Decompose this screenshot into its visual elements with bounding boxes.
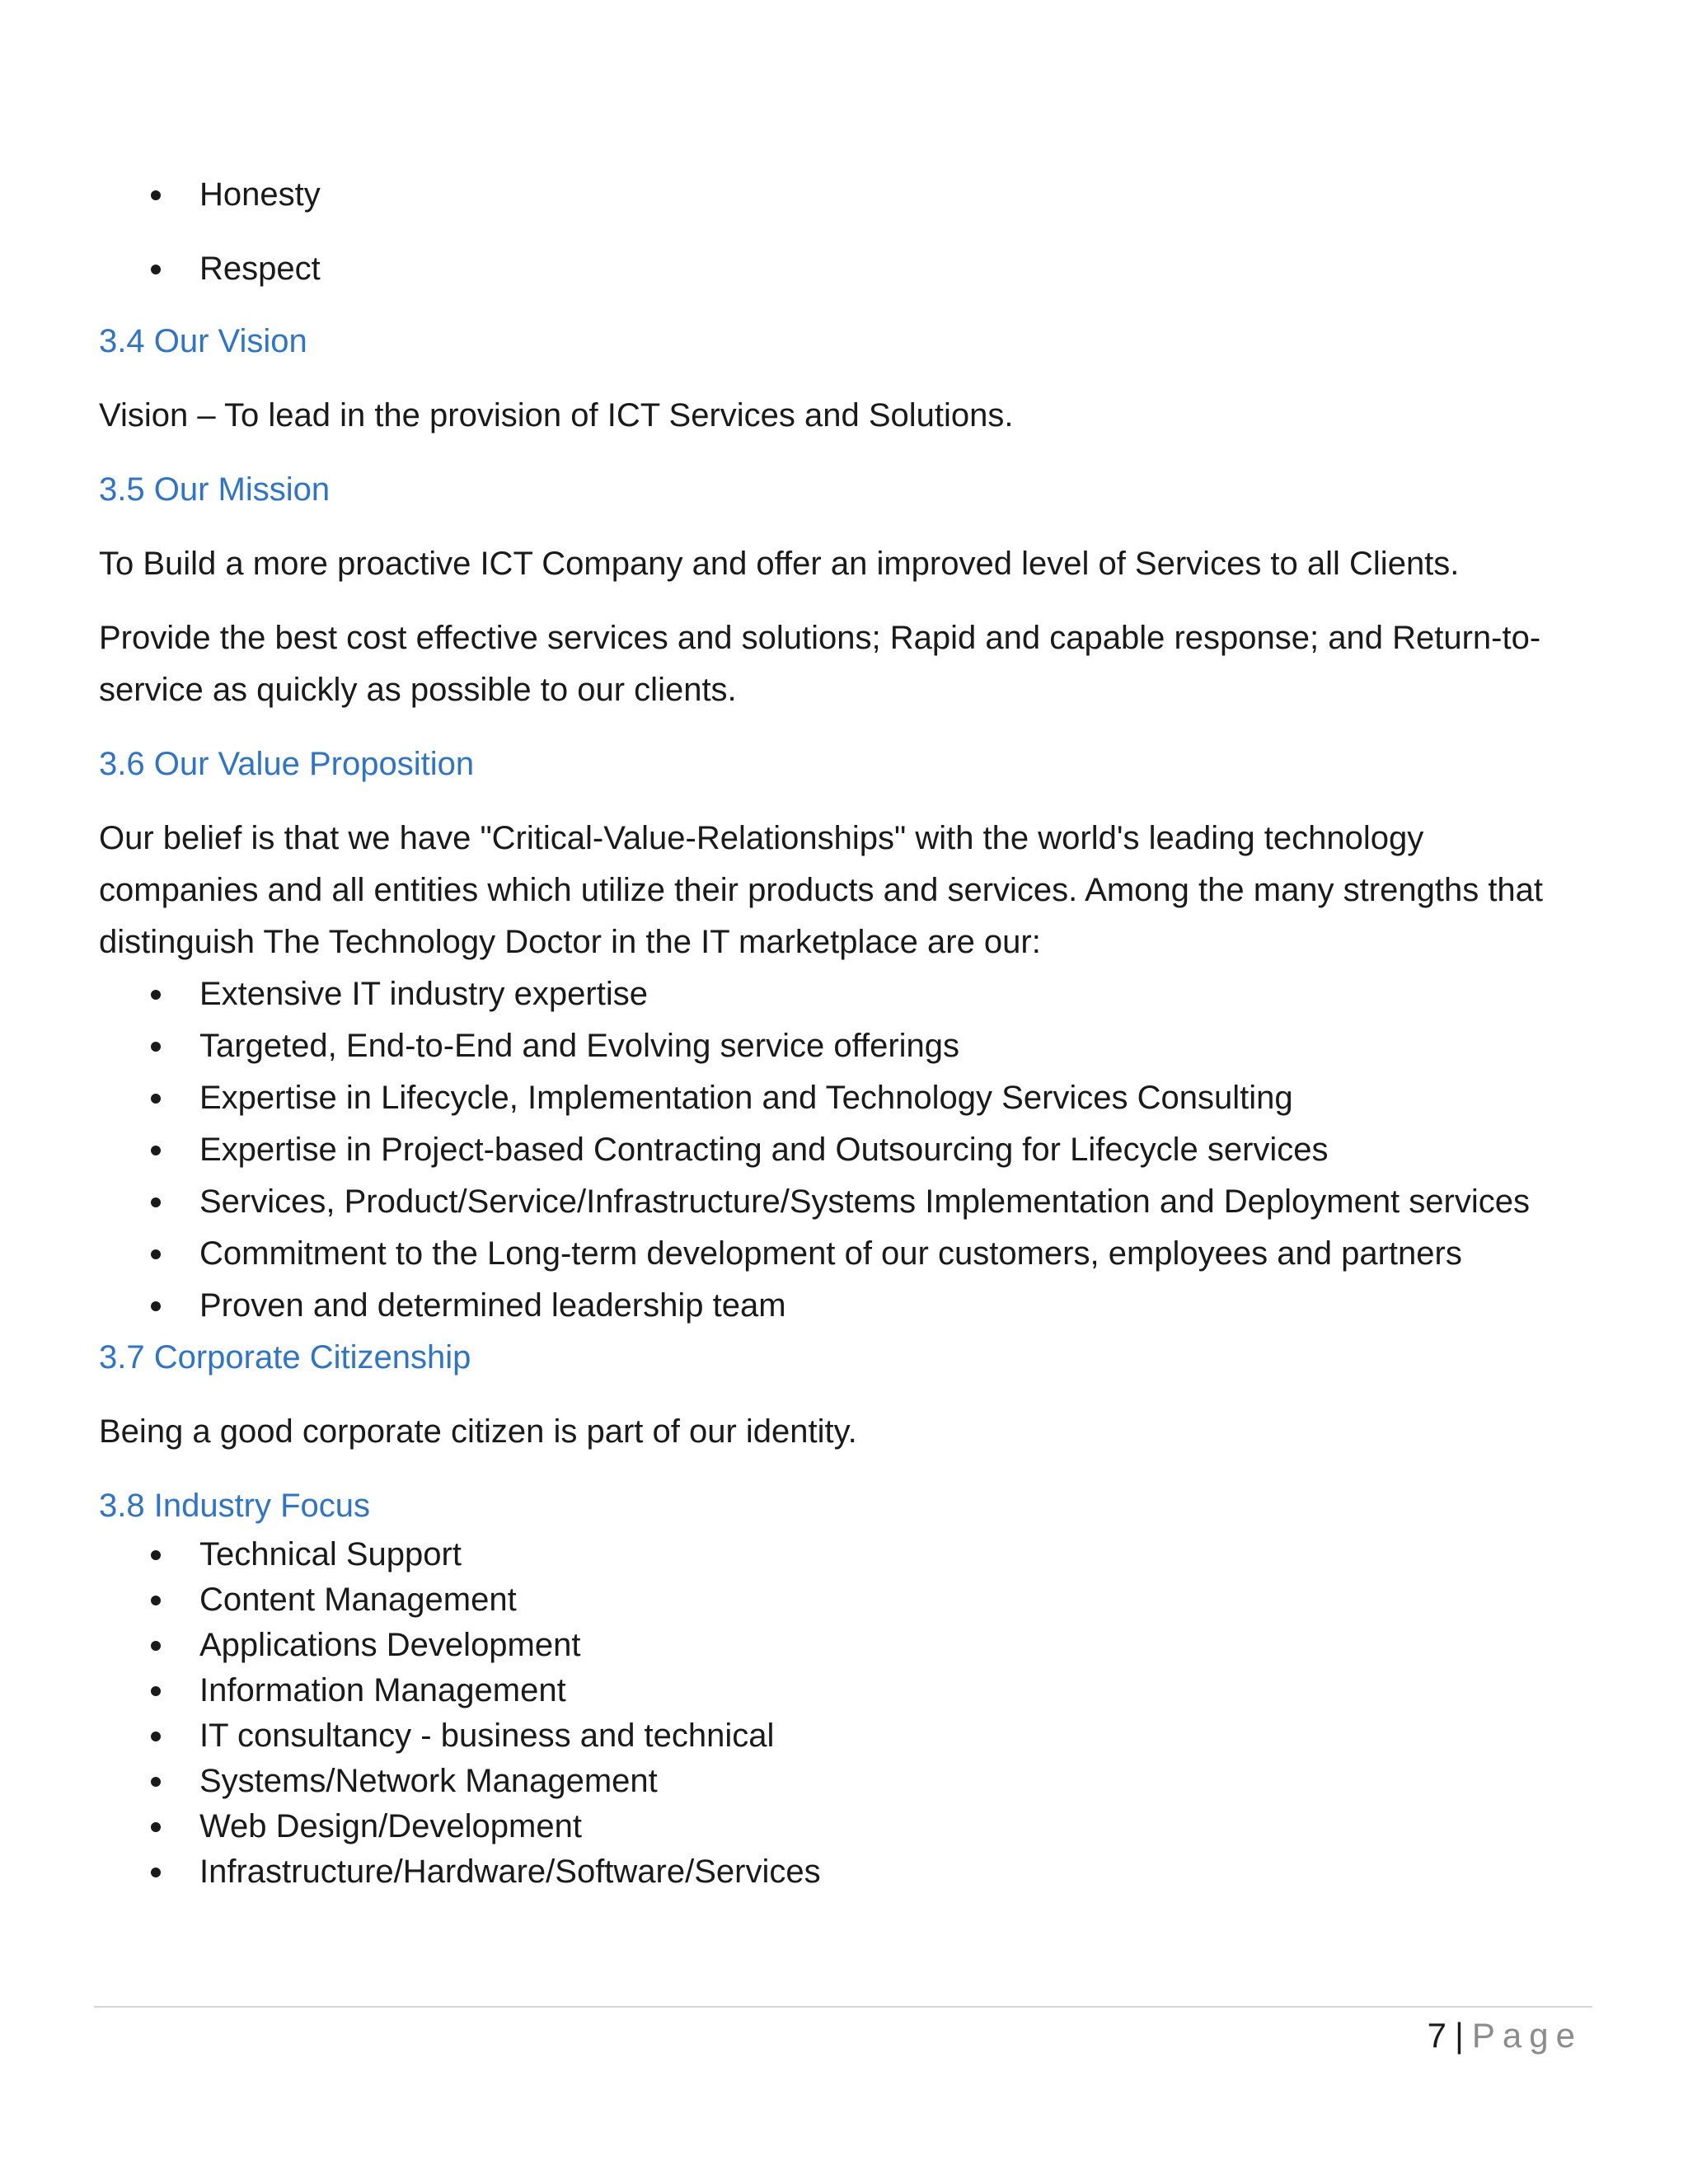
page-number-value: 7 bbox=[1427, 2016, 1447, 2055]
list-item: Expertise in Lifecycle, Implementation and Technology Services Consulting bbox=[99, 1072, 1582, 1124]
list-item: Systems/Network Management bbox=[99, 1759, 1582, 1804]
citizenship-heading: 3.7 Corporate Citizenship bbox=[99, 1339, 471, 1376]
industry-focus-heading: 3.8 Industry Focus bbox=[99, 1488, 371, 1524]
vision-text: Vision – To lead in the provision of ICT Services and Solutions. bbox=[99, 397, 1014, 434]
list-item: Infrastructure/Hardware/Software/Services bbox=[99, 1849, 1582, 1895]
list-item: Content Management bbox=[99, 1577, 1582, 1623]
list-item: Proven and determined leadership team bbox=[99, 1280, 1582, 1332]
citizenship-text: Being a good corporate citizen is part of our identity. bbox=[99, 1413, 857, 1450]
industry-focus-list bbox=[99, 1532, 1582, 1895]
list-item: Information Management bbox=[99, 1668, 1582, 1713]
value-proposition-list bbox=[99, 968, 1582, 1332]
list-item: Applications Development bbox=[99, 1623, 1582, 1668]
mission-paragraph-2: Provide the best cost effective services and solutions; Rapid and capable response; and Return-to-service as quickly as possible to our clients. bbox=[99, 620, 1541, 708]
list-item: Respect bbox=[99, 243, 1582, 295]
values-list bbox=[99, 169, 1582, 295]
list-item: Web Design/Development bbox=[99, 1804, 1582, 1849]
list-item: Targeted, End-to-End and Evolving service offerings bbox=[99, 1020, 1582, 1072]
page-label: Page bbox=[1471, 2016, 1582, 2055]
list-item: Expertise in Project-based Contracting and Outsourcing for Lifecycle services bbox=[99, 1124, 1582, 1176]
list-item: Extensive IT industry expertise bbox=[99, 968, 1582, 1020]
value-proposition-paragraph: Our belief is that we have "Critical-Value-Relationships" with the world's leading technology companies and all entities which utilize their products and services. Among the many strengths that distinguish The Technology Doctor in the IT marketplace are our: bbox=[99, 820, 1544, 960]
vision-heading: 3.4 Our Vision bbox=[99, 323, 307, 359]
list-item: IT consultancy - business and technical bbox=[99, 1713, 1582, 1759]
list-item: Commitment to the Long-term development of our customers, employees and partners bbox=[99, 1228, 1582, 1280]
footer-divider bbox=[94, 2006, 1592, 2008]
page-number-separator: | bbox=[1454, 2016, 1464, 2055]
list-item: Technical Support bbox=[99, 1532, 1582, 1577]
list-item: Services, Product/Service/Infrastructure/Systems Implementation and Deployment services bbox=[99, 1176, 1559, 1228]
page-number bbox=[1428, 2011, 1582, 2060]
mission-paragraph-1: To Build a more proactive ICT Company and offer an improved level of Services to all Clients. bbox=[99, 546, 1460, 582]
mission-heading: 3.5 Our Mission bbox=[99, 471, 331, 508]
list-item: Honesty bbox=[99, 169, 1582, 221]
value-proposition-heading: 3.6 Our Value Proposition bbox=[99, 746, 475, 782]
page-content bbox=[99, 148, 1582, 1895]
